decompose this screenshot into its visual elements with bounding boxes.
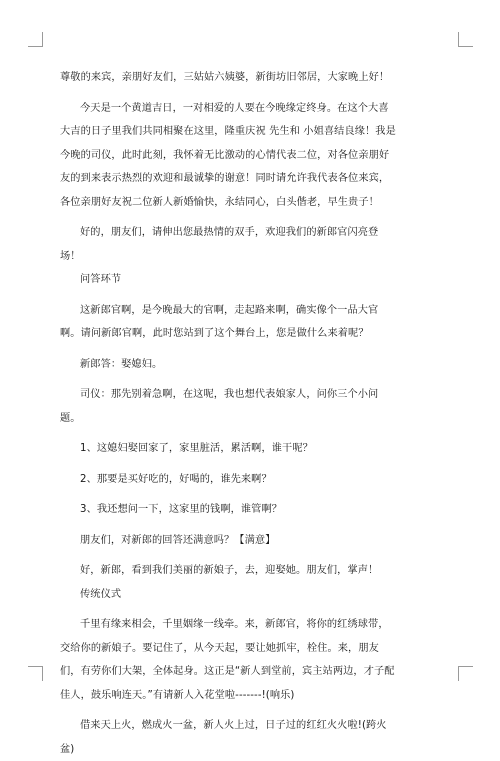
document-body [60, 66, 396, 761]
crop-mark-top-left [28, 32, 43, 47]
qa-intro-paragraph: 这新郎官啊，是今晚最大的官啊，走起路来啊，确实像个一品大官啊。请问新郎官啊，此时您站到了这个舞台上，您是做什么来着呢？ [60, 304, 379, 339]
crop-mark-bottom-right [458, 666, 473, 681]
question-item-2: 2、那要是买好吃的，好喝的，谁先来啊？ [80, 473, 272, 485]
fire-basin-paragraph: 借来天上火，燃成火一盆，新人火上过，日子过的红红火火啦!(跨火盆) [60, 720, 387, 755]
crop-mark-top-right [458, 32, 473, 47]
host-question-paragraph: 司仪：那先别着急啊，在这呢，我也想代表娘家人，问你三个小问题。 [60, 389, 379, 424]
greeting-paragraph: 尊敬的来宾，亲朋好友们，三姑姑六姨婆，新街坊旧邻居，大家晚上好！ [60, 72, 390, 83]
question-item-1: 1、这媳妇娶回家了，家里脏活，累活啊，谁干呢？ [80, 443, 313, 454]
section-heading-ceremony: 传统仪式 [80, 588, 122, 600]
section-heading-qa: 问答环节 [80, 274, 122, 285]
ceremony-paragraph: 千里有缘来相会，千里姻缘一线牵。来，新郎官，将你的红绣球带，交给你的新娘子。要记住了，从今天起，要让她抓牢，栓住。来，朋友们，有劳你们大架，全体起身。这正是“新人到堂前，宾主站两边，才子配佳人，鼓乐响连天。”有请新人入花堂啦-------!(响乐) [60, 619, 395, 701]
groom-answer-paragraph: 新郎答：娶媳妇。 [80, 358, 163, 370]
welcome-groom-paragraph: 好的，朋友们，请伸出您最热情的双手，欢迎我们的新郎官闪亮登场！ [60, 227, 379, 262]
applause-paragraph: 好，新郎，看到我们美丽的新娘子，去，迎娶她。朋友们，掌声！ [80, 565, 379, 576]
audience-question-paragraph: 朋友们，对新郎的回答还满意吗？【满意】 [80, 534, 276, 546]
crop-mark-bottom-left [28, 666, 43, 681]
question-item-3: 3、我还想问一下，这家里的钱啊，谁管啊？ [80, 504, 283, 515]
opening-paragraph: 今天是一个黄道吉日，一对相爱的人要在今晚缘定终身。在这个大喜大吉的日子里我们共同相聚在这里，隆重庆祝 先生和 小姐喜结良缘！我是今晚的司仪，此时此刻，我怀着无比激动的心情代表二位，对各位亲朋好友的到来表示热烈的欢迎和最诚挚的谢意！同时请允许我代表各位来宾，各位亲朋好友祝二位新人新婚愉快，永结同心，白头偕老，早生贵子！ [60, 102, 396, 208]
